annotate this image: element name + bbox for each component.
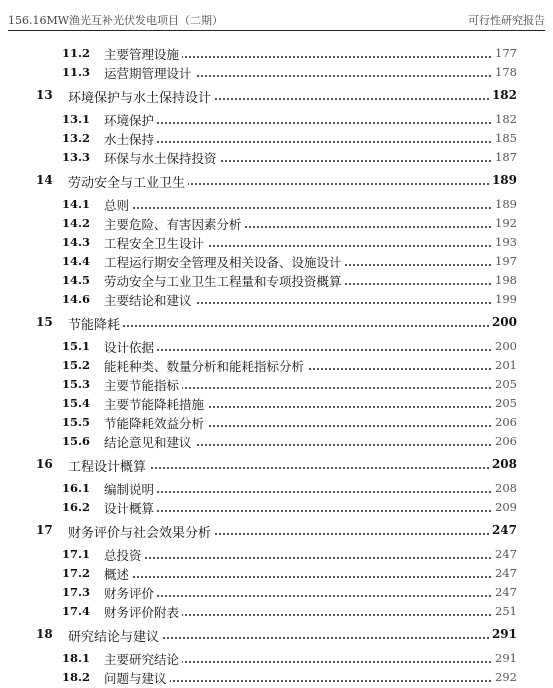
- toc-entry-number: 18: [36, 627, 53, 641]
- toc-entry-title: 主要节能降耗措施: [104, 395, 207, 413]
- toc-entry-page-number: 182: [489, 88, 517, 102]
- toc-entry-page-number: 189: [489, 173, 517, 187]
- toc-entry-page-number: 291: [489, 627, 517, 641]
- toc-section-entry[interactable]: [0, 584, 553, 603]
- toc-entry-page-number: 247: [492, 566, 517, 580]
- header-project-title: 156.16MW渔光互补光伏发电项目（二期）: [8, 14, 224, 27]
- toc-section-entry[interactable]: [0, 480, 553, 499]
- toc-dot-leader: [104, 349, 515, 351]
- toc-entry-page-number: 189: [492, 197, 517, 211]
- toc-entry-title: 环境保护与水土保持设计: [68, 87, 214, 106]
- toc-entry-title: 水土保持: [104, 130, 157, 148]
- toc-section-entry[interactable]: [0, 196, 553, 215]
- toc-entry-title: 环境保护: [104, 111, 157, 129]
- toc-chapter-entry[interactable]: [0, 456, 553, 476]
- toc-entry-title: 节能降耗: [68, 314, 123, 333]
- toc-dot-leader: [104, 595, 515, 597]
- toc-entry-page-number: 193: [492, 235, 517, 249]
- toc-section-entry[interactable]: [0, 357, 553, 376]
- toc-entry-page-number: 198: [492, 273, 517, 287]
- toc-entry-title: 劳动安全与工业卫生: [68, 172, 188, 191]
- toc-entry-number: 15.5: [62, 415, 91, 429]
- toc-entry-number: 17.2: [62, 566, 91, 580]
- toc-entry-number: 15.2: [62, 358, 91, 372]
- toc-entry-page-number: 200: [492, 339, 517, 353]
- toc-entry-page-number: 187: [492, 150, 517, 164]
- toc-section-entry[interactable]: [0, 414, 553, 433]
- toc-section-entry[interactable]: [0, 546, 553, 565]
- toc-entry-number: 18.2: [62, 670, 91, 684]
- toc-section-entry[interactable]: [0, 669, 553, 688]
- toc-entry-page-number: 197: [492, 254, 517, 268]
- toc-dot-leader: [104, 510, 515, 512]
- toc-section-entry[interactable]: [0, 376, 553, 395]
- toc-entry-number: 14.4: [62, 254, 91, 268]
- toc-section-entry[interactable]: [0, 149, 553, 168]
- toc-entry-number: 14.2: [62, 216, 91, 230]
- toc-entry-title: 研究结论与建议: [68, 626, 162, 645]
- toc-dot-leader: [104, 557, 515, 559]
- toc-dot-leader: [104, 491, 515, 493]
- toc-entry-number: 11.3: [62, 65, 91, 79]
- toc-entry-title: 运营期管理设计: [104, 64, 195, 82]
- toc-entry-title: 工程安全卫生设计: [104, 234, 207, 252]
- toc-entry-page-number: 205: [492, 377, 517, 391]
- toc-entry-number: 14.5: [62, 273, 91, 287]
- toc-chapter-entry[interactable]: [0, 87, 553, 107]
- toc-entry-page-number: 292: [492, 670, 517, 684]
- toc-entry-page-number: 201: [492, 358, 517, 372]
- toc-entry-number: 15.1: [62, 339, 91, 353]
- toc-dot-leader: [68, 325, 513, 327]
- toc-entry-page-number: 185: [492, 131, 517, 145]
- toc-entry-number: 16.2: [62, 500, 91, 514]
- toc-entry-title: 环保与水土保持投资: [104, 149, 220, 167]
- toc-section-entry[interactable]: [0, 433, 553, 452]
- toc-entry-title: 概述: [104, 565, 132, 583]
- toc-chapter-entry[interactable]: [0, 626, 553, 646]
- toc-entry-title: 结论意见和建议: [104, 433, 195, 451]
- toc-entry-number: 15.6: [62, 434, 91, 448]
- toc-section-entry[interactable]: [0, 650, 553, 669]
- toc-entry-page-number: 208: [492, 481, 517, 495]
- toc-section-entry[interactable]: [0, 338, 553, 357]
- toc-entry-number: 15.4: [62, 396, 91, 410]
- toc-entry-page-number: 205: [492, 396, 517, 410]
- toc-entry-title: 主要结论和建议: [104, 291, 195, 309]
- toc-section-entry[interactable]: [0, 45, 553, 64]
- toc-entry-page-number: 206: [492, 434, 517, 448]
- toc-dot-leader: [104, 122, 515, 124]
- toc-chapter-entry[interactable]: [0, 314, 553, 334]
- toc-entry-number: 14: [36, 173, 53, 187]
- toc-entry-number: 13.1: [62, 112, 91, 126]
- toc-entry-page-number: 247: [492, 547, 517, 561]
- toc-entry-number: 13: [36, 88, 53, 102]
- toc-entry-page-number: 182: [492, 112, 517, 126]
- toc-entry-page-number: 208: [489, 457, 517, 471]
- toc-entry-number: 17.1: [62, 547, 91, 561]
- toc-entry-title: 财务评价: [104, 584, 157, 602]
- toc-entry-number: 18.1: [62, 651, 91, 665]
- toc-entry-title: 主要节能指标: [104, 376, 182, 394]
- toc-entry-page-number: 247: [492, 585, 517, 599]
- toc-section-entry[interactable]: [0, 130, 553, 149]
- toc-entry-number: 17: [36, 523, 53, 537]
- toc-entry-title: 总则: [104, 196, 132, 214]
- toc-entry-number: 11.2: [62, 46, 91, 60]
- toc-entry-page-number: 251: [492, 604, 517, 618]
- toc-entry-title: 工程设计概算: [68, 456, 149, 475]
- toc-entry-number: 14.6: [62, 292, 91, 306]
- toc-section-entry[interactable]: [0, 64, 553, 83]
- toc-chapter-entry[interactable]: [0, 522, 553, 542]
- toc-entry-title: 劳动安全与工业卫生工程量和专项投资概算: [104, 272, 345, 290]
- toc-entry-number: 14.1: [62, 197, 91, 211]
- toc-entry-number: 13.3: [62, 150, 91, 164]
- toc-entry-number: 16.1: [62, 481, 91, 495]
- toc-entry-title: 财务评价附表: [104, 603, 182, 621]
- toc-section-entry[interactable]: [0, 603, 553, 622]
- toc-entry-number: 17.4: [62, 604, 91, 618]
- toc-entry-title: 节能降耗效益分析: [104, 414, 207, 432]
- toc-entry-number: 13.2: [62, 131, 91, 145]
- toc-dot-leader: [104, 141, 515, 143]
- toc-entry-page-number: 209: [492, 500, 517, 514]
- toc-dot-leader: [104, 576, 515, 578]
- header-report-type: 可行性研究报告: [468, 14, 545, 27]
- toc-entry-page-number: 177: [492, 46, 517, 60]
- toc-entry-number: 16: [36, 457, 53, 471]
- toc-entry-page-number: 178: [492, 65, 517, 79]
- toc-entry-title: 设计概算: [104, 499, 157, 517]
- toc-section-entry[interactable]: [0, 291, 553, 310]
- toc-section-entry[interactable]: [0, 234, 553, 253]
- toc-entry-title: 工程运行期安全管理及相关设备、设施设计: [104, 253, 345, 271]
- toc-entry-title: 能耗种类、数量分析和能耗指标分析: [104, 357, 307, 375]
- toc-section-entry[interactable]: [0, 499, 553, 518]
- page-header: [8, 10, 545, 31]
- toc-section-entry[interactable]: [0, 253, 553, 272]
- toc-section-entry[interactable]: [0, 395, 553, 414]
- toc-entry-title: 主要管理设施: [104, 45, 182, 63]
- toc-section-entry[interactable]: [0, 565, 553, 584]
- toc-entry-title: 编制说明: [104, 480, 157, 498]
- toc-entry-page-number: 199: [492, 292, 517, 306]
- toc-entry-page-number: 200: [489, 315, 517, 329]
- toc-entry-title: 主要危险、有害因素分析: [104, 215, 245, 233]
- toc-entry-number: 17.3: [62, 585, 91, 599]
- toc-section-entry[interactable]: [0, 272, 553, 291]
- toc-entry-title: 主要研究结论: [104, 650, 182, 668]
- toc-entry-page-number: 192: [492, 216, 517, 230]
- toc-entry-title: 财务评价与社会效果分析: [68, 522, 214, 541]
- toc-entry-title: 问题与建议: [104, 669, 170, 687]
- toc-section-entry[interactable]: [0, 215, 553, 234]
- table-of-contents: [0, 45, 553, 688]
- toc-entry-number: 14.3: [62, 235, 91, 249]
- toc-chapter-entry[interactable]: [0, 172, 553, 192]
- toc-entry-title: 设计依据: [104, 338, 157, 356]
- toc-entry-page-number: 247: [489, 523, 517, 537]
- toc-section-entry[interactable]: [0, 111, 553, 130]
- toc-entry-number: 15.3: [62, 377, 91, 391]
- toc-dot-leader: [104, 207, 515, 209]
- toc-entry-page-number: 291: [492, 651, 517, 665]
- toc-entry-title: 总投资: [104, 546, 145, 564]
- toc-entry-number: 15: [36, 315, 53, 329]
- toc-entry-page-number: 206: [492, 415, 517, 429]
